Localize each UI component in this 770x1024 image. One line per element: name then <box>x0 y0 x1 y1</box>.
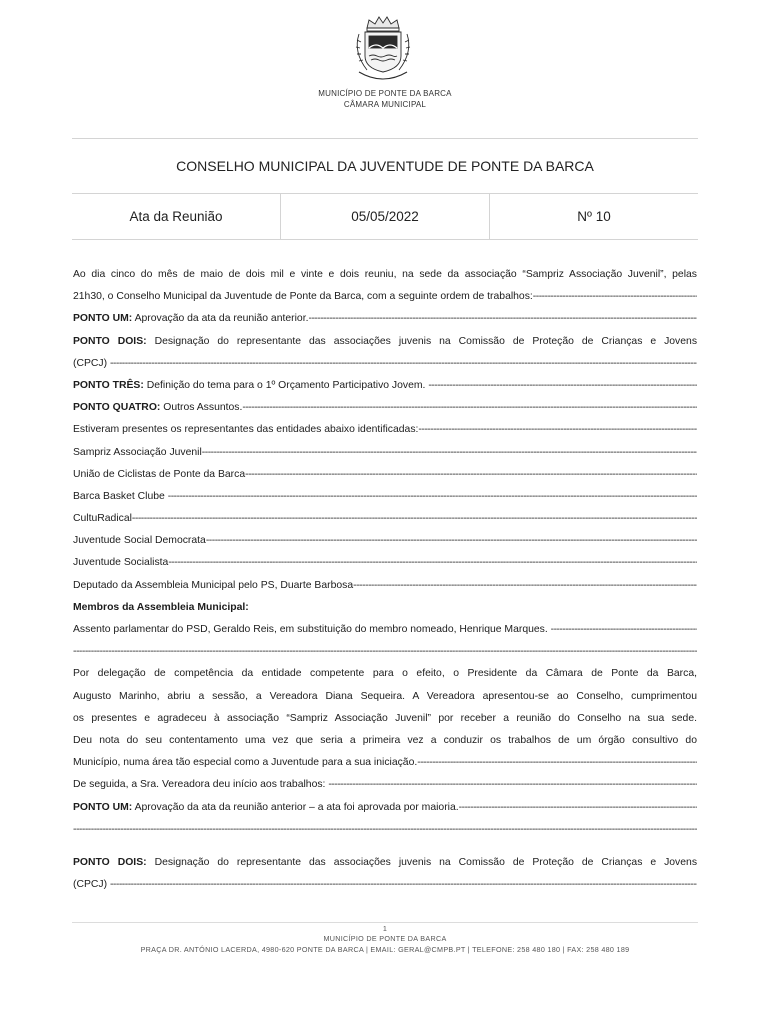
page-number: 1 <box>382 924 388 933</box>
divider <box>72 138 698 139</box>
paragraph-line: Por delegação de competência da entidade competente para o efeito, o Presidente da Câmara de Ponte da Barca, <box>73 668 697 680</box>
agenda-item-4: PONTO QUATRO: Outros Assuntos. ----- <box>73 397 697 419</box>
assembly-heading: Membros da Assembleia Municipal: <box>73 601 249 613</box>
dash-line <box>73 641 697 663</box>
paragraph-line: De seguida, a Sra. Vereadora deu início aos trabalhos: ----- <box>73 774 697 796</box>
agenda-item-2-cont: (CPCJ) ----- <box>73 353 697 375</box>
divider <box>72 239 698 240</box>
agenda-item-1: PONTO UM: Aprovação da ata da reunião anterior. ----- <box>73 308 697 330</box>
paragraph-line: Augusto Marinho, abriu a sessão, a Vereadora Diana Sequeira. A Vereadora apresentou-se ao Conselho, cumprimentou <box>73 690 697 702</box>
resolution-item-1: PONTO UM: Aprovação da ata da reunião anterior – a ata foi aprovada por maioria. ----- <box>73 797 697 819</box>
footer-divider <box>72 922 698 923</box>
dash-line <box>73 819 697 841</box>
document-title: CONSELHO MUNICIPAL DA JUVENTUDE DE PONTE DA BARCA <box>176 158 594 174</box>
attendance-intro: Estiveram presentes os representantes das entidades abaixo identificadas: ----- <box>73 419 697 441</box>
assembly-member: Assento parlamentar do PSD, Geraldo Reis, em substituição do membro nomeado, Henrique Marques. ----- <box>73 619 697 641</box>
entity-line: Deputado da Assembleia Municipal pelo PS, Duarte Barbosa ----- <box>73 575 697 597</box>
resolution-item-2: PONTO DOIS: Designação do representante das associações juvenis na Comissão de Proteção de Crianças e Jovens <box>73 856 697 868</box>
footer-contacts: PRAÇA DR. ANTÓNIO LACERDA, 4980-620 PONTE DA BARCA | EMAIL: GERAL@CMPB.PT | TELEFONE: 258 480 180 | FAX: 258 480 189 <box>140 945 630 954</box>
meeting-info-table <box>72 194 698 239</box>
resolution-item-2-cont: (CPCJ) ----- <box>73 874 697 896</box>
agenda-item-2: PONTO DOIS: Designação do representante das associações juvenis na Comissão de Proteção de Crianças e Jovens <box>73 335 697 347</box>
paragraph-line: Município, numa área tão especial como a Juventude para a sua iniciação. ----- <box>73 752 697 774</box>
meeting-type: Ata da Reunião <box>129 209 223 224</box>
header-municipality: MUNICÍPIO DE PONTE DA BARCA <box>318 89 452 98</box>
entity-line: Juventude Socialista ----- <box>73 552 697 574</box>
meeting-number: Nº 10 <box>489 194 698 239</box>
agenda-item-3: PONTO TRÊS: Definição do tema para o 1º Orçamento Participativo Jovem. ----- <box>73 375 697 397</box>
entity-line: CultuRadical ----- <box>73 508 697 530</box>
paragraph-line: os presentes e agradeceu à associação “Sampriz Associação Juvenil” por receber a reunião do Conselho na sua sede. <box>73 712 697 724</box>
meeting-date: 05/05/2022 <box>280 194 489 239</box>
paragraph-line: Ao dia cinco do mês de maio de dois mil e vinte e dois reuniu, na sede da associação “Sampriz Associação Juvenil”, pelas <box>73 269 697 280</box>
entity-line: Sampriz Associação Juvenil ----- <box>73 442 697 464</box>
footer-org: MUNICÍPIO DE PONTE DA BARCA <box>323 934 447 943</box>
entity-line: União de Ciclistas de Ponte da Barca ----- <box>73 464 697 486</box>
header-chamber: CÂMARA MUNICIPAL <box>343 100 427 109</box>
entity-line: Juventude Social Democrata ----- <box>73 530 697 552</box>
municipal-crest-logo <box>345 12 421 88</box>
paragraph-line: 21h30, o Conselho Municipal da Juventude de Ponte da Barca, com a seguinte ordem de trabalhos: ----- <box>73 286 697 308</box>
paragraph-line: Deu nota do seu contentamento uma vez que seria a primeira vez a conduzir os trabalhos de um órgão consultivo do <box>73 734 697 746</box>
entity-line: Barca Basket Clube ----- <box>73 486 697 508</box>
minutes-body <box>73 264 697 896</box>
